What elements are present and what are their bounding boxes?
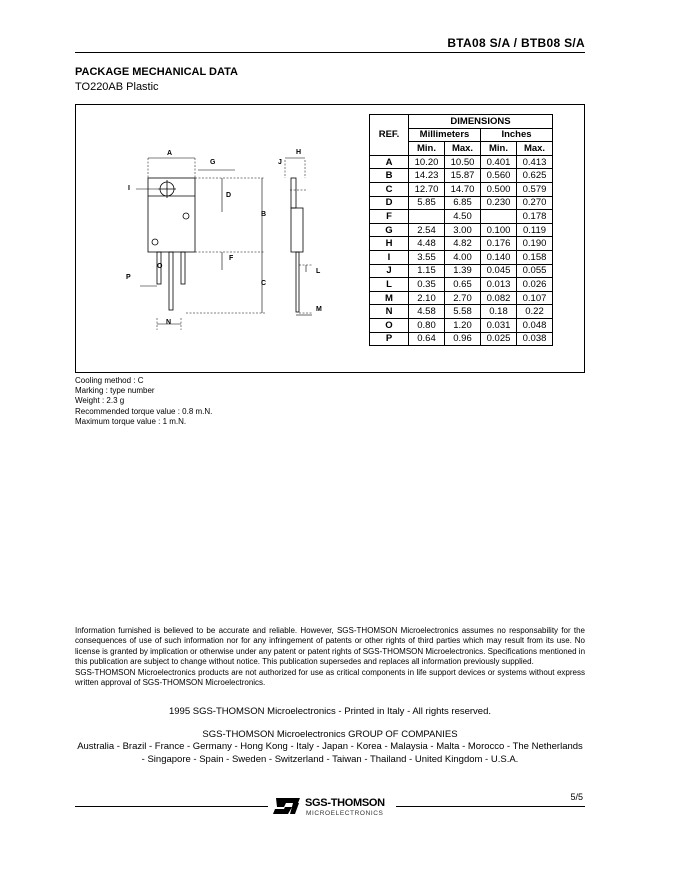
group-of-companies: SGS-THOMSON Microelectronics GROUP OF COMPANIES	[202, 729, 458, 740]
table-cell-value: 14.23	[409, 169, 445, 183]
table-cell-value: 1.20	[445, 318, 481, 332]
table-cell-value: 0.140	[481, 250, 517, 264]
table-cell-value: 0.013	[481, 278, 517, 292]
note-recommended-torque: Recommended torque value : 0.8 m.N.	[75, 406, 213, 416]
table-cell-value	[409, 210, 445, 224]
table-cell-ref: O	[370, 318, 409, 332]
table-cell-value: 4.00	[445, 250, 481, 264]
table-cell-value: 12.70	[409, 182, 445, 196]
label-h: H	[296, 149, 302, 156]
table-cell-value: 10.50	[445, 155, 481, 169]
table-cell-value: 0.026	[517, 278, 553, 292]
table-row	[370, 210, 553, 224]
table-cell-value: 3.00	[445, 223, 481, 237]
label-c: C	[261, 280, 267, 287]
table-cell-value: 1.15	[409, 264, 445, 278]
table-cell-value: 2.54	[409, 223, 445, 237]
label-f: F	[229, 255, 234, 262]
table-cell-value: 0.64	[409, 332, 445, 346]
table-header-row	[370, 115, 553, 129]
table-cell-value: 0.082	[481, 291, 517, 305]
table-cell-ref: I	[370, 250, 409, 264]
label-l: L	[316, 268, 321, 275]
package-outline-drawing	[0, 0, 370, 380]
table-row	[370, 278, 553, 292]
table-cell-value: 0.107	[517, 291, 553, 305]
table-cell-value	[481, 210, 517, 224]
company-logo-subtitle: MICROELECTRONICS	[306, 810, 384, 817]
note-cooling: Cooling method : C	[75, 376, 144, 385]
table-cell-value: 0.560	[481, 169, 517, 183]
table-cell-ref: C	[370, 182, 409, 196]
st-logo-icon	[272, 796, 302, 816]
table-cell-ref: B	[370, 169, 409, 183]
table-cell-ref: J	[370, 264, 409, 278]
note-maximum-torque: Maximum torque value : 1 m.N.	[75, 416, 187, 426]
label-a: A	[167, 150, 173, 157]
table-cell-value: 0.401	[481, 155, 517, 169]
table-cell-value: 15.87	[445, 169, 481, 183]
table-cell-value: 4.82	[445, 237, 481, 251]
table-cell-value: 0.80	[409, 318, 445, 332]
table-cell-value: 0.038	[517, 332, 553, 346]
inches-header: Inches	[481, 128, 553, 142]
table-cell-value: 6.85	[445, 196, 481, 210]
label-i: I	[128, 185, 130, 192]
table-row	[370, 305, 553, 319]
table-cell-value: 4.48	[409, 237, 445, 251]
table-cell-value: 0.178	[517, 210, 553, 224]
section-subtitle: TO220AB Plastic	[75, 81, 159, 93]
table-cell-value: 0.230	[481, 196, 517, 210]
table-cell-ref: F	[370, 210, 409, 224]
table-row	[370, 291, 553, 305]
table-cell-value: 0.119	[517, 223, 553, 237]
side-view-body	[291, 208, 303, 252]
table-cell-value: 0.625	[517, 169, 553, 183]
table-cell-value: 0.96	[445, 332, 481, 346]
label-n: N	[166, 319, 172, 326]
table-cell-value: 0.18	[481, 305, 517, 319]
table-cell-value: 0.22	[517, 305, 553, 319]
table-row	[370, 264, 553, 278]
table-row	[370, 332, 553, 346]
table-cell-ref: A	[370, 155, 409, 169]
disclaimer-paragraph-1: Information furnished is believed to be accurate and reliable. However, SGS-THOMSON Microelectronics assumes no responsability for the consequences of use of such information nor for any infringement of patents or other rights of third parties which may result from its use. No license is granted by implication or otherwise under any patent or patent rights of SGS-THOMSON Microelectronics. Specifications mentioned in this publication are subject to change without notice. This publication supersedes and replaces all information previously supplied.	[75, 626, 586, 667]
side-view-tab	[291, 178, 296, 208]
footer-rule-left	[75, 806, 268, 807]
side-view-lead	[296, 252, 299, 312]
table-cell-ref: D	[370, 196, 409, 210]
table-row	[370, 196, 553, 210]
table-cell-value: 0.500	[481, 182, 517, 196]
dimensions-header: DIMENSIONS	[409, 115, 553, 129]
table-cell-value: 4.58	[409, 305, 445, 319]
table-cell-value: 0.031	[481, 318, 517, 332]
table-cell-value: 0.158	[517, 250, 553, 264]
label-d: D	[226, 192, 232, 199]
table-cell-value: 0.579	[517, 182, 553, 196]
table-row	[370, 155, 553, 169]
page-number: 5/5	[570, 792, 583, 802]
mm-max-header: Max.	[445, 142, 481, 156]
in-min-header: Min.	[481, 142, 517, 156]
table-cell-ref: M	[370, 291, 409, 305]
countries-list: Australia - Brazil - France - Germany - Hong Kong - Italy - Japan - Korea - Malaysia - Malta - Morocco - The Netherlands - Singapore - Spain - Sweden - Switzerland - Taiwan - Thailand - United Kingdom - U.S.A.	[77, 741, 583, 765]
document-header-title: BTA08 S/A / BTB08 S/A	[447, 36, 585, 50]
table-cell-value: 0.055	[517, 264, 553, 278]
dimensions-table	[369, 114, 553, 346]
label-b: B	[261, 211, 267, 218]
table-cell-value: 0.045	[481, 264, 517, 278]
table-row	[370, 237, 553, 251]
company-logo-name: SGS-THOMSON	[305, 797, 385, 809]
table-cell-ref: P	[370, 332, 409, 346]
table-cell-ref: G	[370, 223, 409, 237]
table-cell-value: 10.20	[409, 155, 445, 169]
table-cell-value: 0.048	[517, 318, 553, 332]
table-row	[370, 318, 553, 332]
table-row	[370, 223, 553, 237]
lead-right	[181, 252, 185, 284]
ref-header: REF.	[370, 115, 409, 156]
table-cell-value: 0.025	[481, 332, 517, 346]
label-g: G	[210, 159, 216, 166]
section-title: PACKAGE MECHANICAL DATA	[75, 66, 238, 78]
table-cell-ref: H	[370, 237, 409, 251]
note-marking: Marking : type number	[75, 386, 155, 396]
note-weight: Weight : 2.3 g	[75, 396, 125, 406]
table-row	[370, 250, 553, 264]
table-cell-value: 0.100	[481, 223, 517, 237]
copyright-line: 1995 SGS-THOMSON Microelectronics - Printed in Italy - All rights reserved.	[168, 706, 492, 717]
lead-center	[169, 252, 173, 310]
table-cell-value: 0.413	[517, 155, 553, 169]
label-p: P	[126, 274, 131, 281]
table-cell-value: 14.70	[445, 182, 481, 196]
table-cell-value: 0.270	[517, 196, 553, 210]
table-cell-value: 0.176	[481, 237, 517, 251]
table-cell-value: 2.10	[409, 291, 445, 305]
label-j: J	[278, 159, 282, 166]
mm-min-header: Min.	[409, 142, 445, 156]
table-row	[370, 182, 553, 196]
in-max-header: Max.	[517, 142, 553, 156]
table-cell-value: 0.65	[445, 278, 481, 292]
table-cell-ref: L	[370, 278, 409, 292]
table-cell-value: 4.50	[445, 210, 481, 224]
table-cell-value: 2.70	[445, 291, 481, 305]
table-cell-value: 1.39	[445, 264, 481, 278]
footer-rule-right	[396, 806, 585, 807]
table-cell-value: 3.55	[409, 250, 445, 264]
disclaimer-paragraph-2: SGS-THOMSON Microelectronics products are not authorized for use as critical components in life support devices or systems without express written approval of SGS-THOMSON Microelectronics.	[75, 667, 585, 688]
table-cell-value: 5.85	[409, 196, 445, 210]
table-cell-value: 5.58	[445, 305, 481, 319]
label-o: O	[157, 263, 163, 270]
table-cell-value: 0.190	[517, 237, 553, 251]
table-row	[370, 169, 553, 183]
legal-disclaimer	[75, 626, 585, 688]
table-cell-ref: N	[370, 305, 409, 319]
package-notes	[75, 376, 212, 427]
label-m: M	[316, 306, 322, 313]
millimeters-header: Millimeters	[409, 128, 481, 142]
table-cell-value: 0.35	[409, 278, 445, 292]
